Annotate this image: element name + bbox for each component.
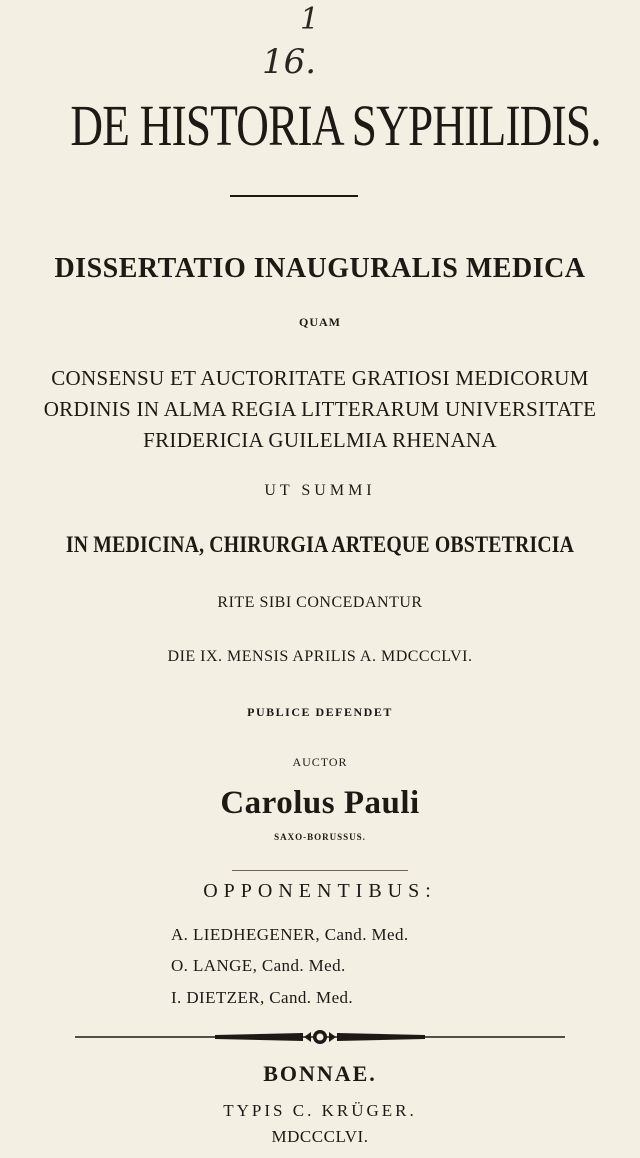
imprint-year: MDCCCLVI. bbox=[271, 1127, 369, 1146]
publice-defendet: PUBLICE DEFENDET bbox=[247, 705, 393, 719]
author-name: Carolus Pauli bbox=[220, 785, 420, 821]
handwritten-shelfmark-mid: 16. bbox=[262, 42, 317, 82]
quam-label: QUAM bbox=[299, 315, 341, 329]
opponentibus-heading: OPPONENTIBUS: bbox=[203, 880, 437, 902]
opponent-3: I. DIETZER, Cand. Med. bbox=[171, 988, 354, 1007]
auctor-label: AUCTOR bbox=[292, 755, 348, 769]
author-origin: SAXO-BORUSSUS. bbox=[274, 832, 366, 842]
section-divider bbox=[232, 870, 408, 871]
opponent-2: O. LANGE, Cand. Med. bbox=[171, 956, 346, 975]
defense-date: DIE IX. MENSIS APRILIS A. MDCCCLVI. bbox=[167, 648, 473, 665]
degree-fields: IN MEDICINA, CHIRURGIA ARTEQUE OBSTETRICIA bbox=[65, 532, 575, 557]
handwritten-shelfmark-top: 1 bbox=[300, 2, 320, 37]
consensu-line-2: ORDINIS IN ALMA REGIA LITTERARUM UNIVERSITATE bbox=[43, 397, 597, 421]
imprint-city: BONNAE. bbox=[263, 1061, 377, 1086]
consensu-line-3: FRIDERICIA GUILELMIA RHENANA bbox=[143, 428, 497, 452]
imprint-printer: TYPIS C. KRÜGER. bbox=[223, 1101, 417, 1120]
rite-line: RITE SIBI CONCEDANTUR bbox=[217, 594, 423, 611]
consensu-line-1: CONSENSU ET AUCTORITATE GRATIOSI MEDICORUM bbox=[51, 366, 589, 390]
opponent-1: A. LIEDHEGENER, Cand. Med. bbox=[171, 925, 409, 944]
ut-summi: UT SUMMI bbox=[264, 482, 376, 499]
title-rule bbox=[230, 195, 358, 197]
dissertation-type: DISSERTATIO INAUGURALIS MEDICA bbox=[54, 253, 586, 284]
ornamental-rule bbox=[75, 1029, 565, 1045]
main-title: DE HISTORIA SYPHILIDIS. bbox=[70, 93, 601, 158]
